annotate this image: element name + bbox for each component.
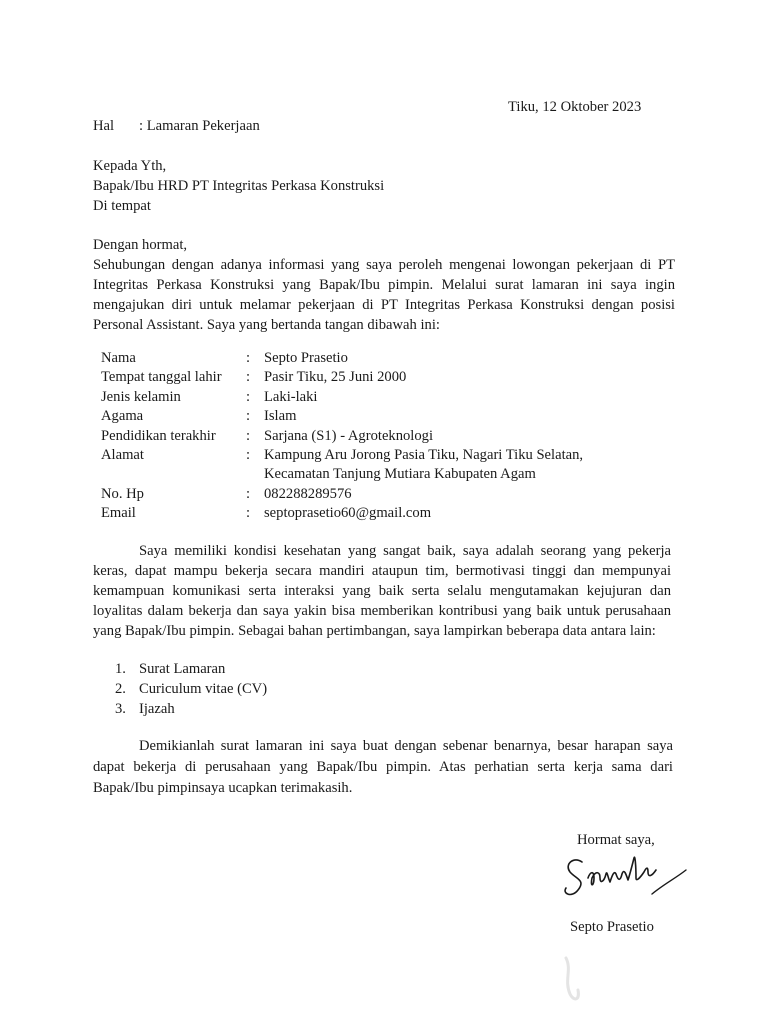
details-colon: : (246, 447, 251, 464)
details-row (101, 349, 583, 368)
faint-mark (556, 950, 596, 1010)
details-key: Pendidikan terakhir (101, 427, 216, 444)
list-item-number: 3. (115, 701, 126, 717)
details-key: Agama (101, 408, 144, 425)
details-row (101, 446, 583, 485)
list-item (93, 659, 267, 679)
list-item (93, 679, 267, 699)
address-line-2: Kecamatan Tanjung Mutiara Kabupaten Agam (264, 466, 536, 483)
address-line-1: Kampung Aru Jorong Pasia Tiku, Nagari Tiku Selatan, (264, 447, 584, 464)
recipient-name: Bapak/Ibu HRD PT Integritas Perkasa Konstruksi (93, 178, 385, 194)
details-value: Septo Prasetio (264, 350, 348, 366)
details-row (101, 368, 583, 387)
details-key: Nama (101, 350, 136, 366)
details-value-address (264, 446, 583, 485)
details-value: Sarjana (S1) - Agroteknologi (264, 427, 434, 444)
details-colon: : (246, 369, 251, 386)
details-colon: : (246, 505, 251, 522)
details-colon: : (246, 485, 251, 502)
details-colon: : (246, 408, 251, 425)
list-item-text: Surat Lamaran (139, 661, 226, 677)
attachment-list (93, 659, 267, 719)
details-key: Email (101, 505, 136, 522)
details-value: Islam (264, 408, 297, 425)
list-item-number: 2. (115, 681, 126, 697)
list-item-number: 1. (115, 661, 126, 677)
details-colon: : (246, 427, 251, 444)
recipient-salutation: Kepada Yth, (93, 158, 167, 174)
handwritten-signature (560, 848, 688, 908)
details-row (101, 407, 583, 426)
body-paragraph (93, 541, 671, 641)
signer-name: Septo Prasetio (570, 919, 654, 935)
details-key: Jenis kelamin (101, 388, 181, 405)
closing-paragraph (93, 736, 673, 799)
closing-salutation: Hormat saya, (577, 832, 655, 848)
opening-paragraph: Sehubungan dengan adanya informasi yang saya peroleh mengenai lowongan pekerjaan di PT Integritas Perkasa Konstruksi yang Bapak/Ibu pimpin. Melalui surat lamaran ini saya ingin mengajukan diri untuk melamar pekerjaan di PT Integritas Perkasa Konstruksi dengan posisi Personal Assistant. Saya yang bertanda tangan dibawah ini: (93, 257, 675, 333)
list-item-text: Ijazah (139, 701, 175, 717)
details-key: No. Hp (101, 485, 144, 502)
details-row (101, 485, 583, 504)
details-value: Laki-laki (264, 388, 318, 405)
details-row (101, 388, 583, 407)
recipient-block (93, 156, 384, 216)
subject-label: Hal (93, 118, 115, 134)
closing-paragraph-text: Demikianlah surat lamaran ini saya buat dengan sebenar benarnya, besar harapan saya dapat bekerja di perusahaan yang Bapak/Ibu pimpin. Atas perhatian serta kerja sama dari Bapak/Ibu pimpinsaya ucapkan terimakasih. (93, 738, 673, 796)
details-key: Tempat tanggal lahir (101, 369, 222, 386)
details-value: Pasir Tiku, 25 Juni 2000 (264, 369, 407, 386)
body-paragraph-text: Saya memiliki kondisi kesehatan yang sangat baik, saya adalah seorang yang pekerja keras, dapat mampu bekerja secara mandiri ataupun tim, bermotivasi tinggi dan mempunyai kemampuan komunikasi serta interaksi yang baik serta selalu mengutamakan kejujuran dan loyalitas dalam bekerja dan saya yakin bisa memberikan kontribusi yang baik untuk perusahaan yang Bapak/Ibu pimpin. Sebagai bahan pertimbangan, saya lampirkan beberapa data antara lain: (93, 543, 671, 640)
details-colon: : (246, 388, 251, 405)
recipient-place: Di tempat (93, 198, 151, 214)
details-key: Alamat (101, 447, 144, 464)
details-value: 082288289576 (264, 485, 352, 502)
details-row (101, 427, 583, 446)
letter-date: Tiku, 12 Oktober 2023 (508, 99, 642, 115)
details-row (101, 504, 583, 523)
greeting: Dengan hormat, (93, 237, 188, 253)
details-colon: : (246, 350, 251, 366)
letter-subject (93, 118, 260, 135)
list-item (93, 699, 267, 719)
list-item-text: Curiculum vitae (CV) (139, 681, 268, 697)
subject-value: : Lamaran Pekerjaan (139, 118, 260, 134)
applicant-details-table (101, 349, 583, 524)
details-value: septoprasetio60@gmail.com (264, 505, 432, 522)
opening-block (93, 235, 675, 335)
